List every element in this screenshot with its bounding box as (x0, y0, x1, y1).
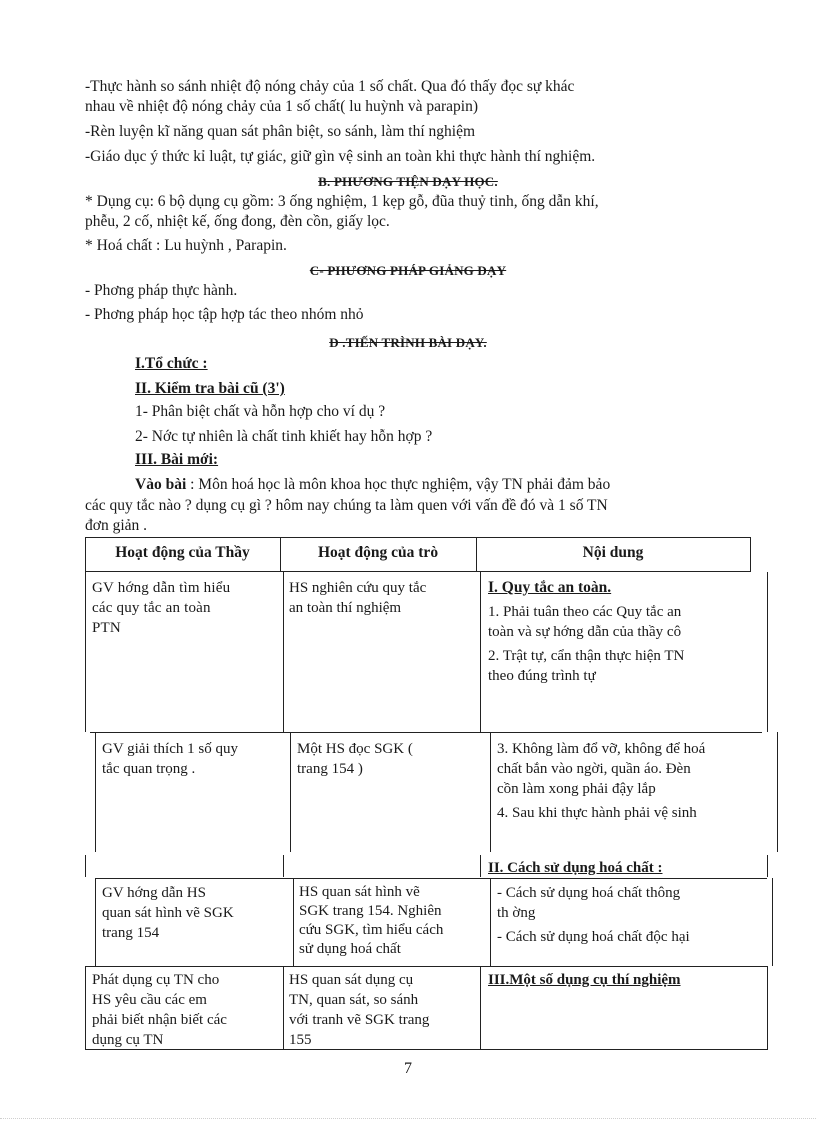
table-rule (95, 732, 96, 852)
table-rule (95, 878, 767, 879)
r1-teacher-line: GV hớng dẫn tìm hiểu (92, 580, 231, 596)
r3-content (497, 883, 771, 947)
r4-student (289, 970, 478, 1050)
section-b-line-2: phễu, 2 cố, nhiệt kế, ống đong, đèn cồn, giấy lọc. (85, 213, 390, 230)
intro-text: : Môn hoá học là môn khoa học thực nghiệm, vậy TN phải đảm bảo (186, 476, 611, 493)
table-rule (90, 732, 762, 733)
section-b-line-3: * Hoá chất : Lu huỳnh , Parapin. (85, 237, 287, 254)
r2-teacher (102, 739, 287, 779)
r3-student (299, 883, 489, 959)
r4-student-line: TN, quan sát, so sánh (289, 992, 419, 1008)
r2-content-line: cồn làm xong phải đậy lắp (497, 781, 656, 797)
r1-content-line: toàn và sự hớng dẫn của thầy cô (488, 624, 682, 640)
r3-teacher-line: GV hớng dẫn HS (102, 885, 206, 901)
table-rule (85, 966, 86, 1050)
r4-teacher-line: HS yêu cầu các em (92, 992, 207, 1008)
section-b-title: B. PHƯƠNG TIỆN DẠY HỌC. (318, 174, 498, 189)
organization-heading: I.Tổ chức : (135, 355, 208, 372)
r1-student-line: an toàn thí nghiệm (289, 600, 402, 616)
intro-paragraph-line-3: đơn giản . (85, 517, 148, 534)
new-lesson-heading: III. Bài mới: (135, 451, 219, 468)
intro-line-4: -Giáo dục ý thức kỉ luật, tự giác, giữ gìn vệ sinh an toàn khi thực hành thí nghiệm. (85, 148, 596, 165)
check-old-lesson-heading: II. Kiểm tra bài cũ (3') (135, 380, 285, 397)
r3-teacher-line: trang 154 (102, 925, 160, 941)
table-rule (283, 572, 284, 732)
r4-teacher-line: Phát dụng cụ TN cho (92, 972, 220, 988)
table-rule (490, 732, 491, 852)
table-rule (480, 855, 481, 877)
r1-content-title: I. Quy tắc an toàn. (488, 579, 612, 596)
table-rule (95, 878, 96, 966)
r1-content-line: 2. Trật tự, cẩn thận thực hiện TN (488, 648, 685, 664)
table-rule (85, 572, 86, 732)
r3-content-line: th ờng (497, 905, 536, 921)
r3-teacher (102, 883, 290, 943)
r1-teacher (92, 578, 278, 638)
r1-student (289, 578, 477, 618)
r2-content-line: 4. Sau khi thực hành phải vệ sinh (497, 805, 697, 821)
page-number: 7 (404, 1060, 412, 1077)
table-rule (85, 855, 86, 877)
table-rule (767, 855, 768, 877)
table-rule (772, 878, 773, 966)
header-student: Hoạt động của trò (317, 544, 439, 561)
table-rule (85, 537, 751, 538)
r3-content-line: - Cách sử dụng hoá chất độc hại (497, 929, 690, 945)
table-rule (283, 966, 284, 1050)
intro-label: Vào bài (135, 476, 187, 493)
r1-content-line: theo đúng trình tự (488, 668, 596, 684)
r3-teacher-line: quan sát hình vẽ SGK (102, 905, 234, 921)
table-rule (85, 571, 751, 572)
r4-student-line: HS quan sát dụng cụ (289, 972, 414, 988)
r1-content (488, 578, 763, 686)
r2-student-line: Một HS đọc SGK ( (297, 741, 413, 757)
intro-line-1: -Thực hành so sánh nhiệt độ nóng chảy của 1 số chất. Qua đó thấy đọc sự khác (85, 78, 575, 95)
table-rule (283, 855, 284, 877)
table-rule (767, 572, 768, 732)
intro-paragraph-line-2: các quy tắc nào ? dụng cụ gì ? hôm nay chúng ta làm quen với vấn đề đó và 1 số TN (85, 497, 608, 514)
r3-content-title: II. Cách sử dụng hoá chất : (488, 860, 663, 876)
r2-content-line: chất bắn vào ngời, quần áo. Đèn (497, 761, 691, 777)
section-d-title: D .TIẾN TRÌNH BÀI DẠY. (329, 335, 487, 350)
r3-student-line: SGK trang 154. Nghiên (299, 903, 442, 919)
r2-student (297, 739, 487, 779)
r2-teacher-line: tắc quan trọng . (102, 761, 196, 777)
r1-content-line: 1. Phải tuân theo các Quy tắc an (488, 604, 682, 620)
r3-student-line: sử dụng hoá chất (299, 941, 401, 957)
r3-content-line: - Cách sử dụng hoá chất thông (497, 885, 681, 901)
intro-line-3: -Rèn luyện kĩ năng quan sát phân biệt, so sánh, làm thí nghiệm (85, 123, 476, 140)
r2-student-line: trang 154 ) (297, 761, 363, 777)
r4-teacher (92, 970, 280, 1050)
r4-student-line: với tranh vẽ SGK trang (289, 1012, 430, 1028)
r4-content-title: III.Một số dụng cụ thí nghiệm (488, 972, 681, 988)
question-2: 2- Nớc tự nhiên là chất tinh khiết hay hỗn hợp ? (135, 428, 433, 445)
r2-teacher-line: GV giải thích 1 số quy (102, 741, 238, 757)
table-rule (290, 732, 291, 852)
section-b-line-1: * Dụng cụ: 6 bộ dụng cụ gồm: 3 ống nghiệm, 1 kẹp gỗ, đũa thuỷ tinh, ống dẫn khí, (85, 193, 599, 210)
table-rule (777, 732, 778, 852)
page-bottom-edge (0, 1118, 816, 1119)
r1-teacher-line: các quy tắc an toàn (92, 600, 211, 616)
table-rule (767, 966, 768, 1050)
section-c-line-2: - Phơng pháp học tập hợp tác theo nhóm nhỏ (85, 306, 364, 323)
table-rule (480, 572, 481, 732)
r4-teacher-line: phải biết nhận biết các (92, 1012, 227, 1028)
r4-student-line: 155 (289, 1032, 312, 1048)
section-c-line-1: - Phơng pháp thực hành. (85, 282, 238, 299)
section-c-title: C- PHƯƠNG PHÁP GIẢNG DẠY (309, 263, 507, 278)
r1-teacher-line: PTN (92, 620, 121, 636)
question-1: 1- Phân biệt chất và hỗn hợp cho ví dụ ? (135, 403, 386, 420)
r4-teacher-line: dụng cụ TN (92, 1032, 164, 1048)
table-rule (85, 966, 768, 967)
r2-content (497, 739, 775, 823)
intro-line-2: nhau về nhiệt độ nóng chảy của 1 số chất( lu huỳnh và parapin) (85, 98, 478, 115)
r3-student-line: HS quan sát hình vẽ (299, 884, 420, 900)
r1-student-line: HS nghiên cứu quy tắc (289, 580, 427, 596)
intro-paragraph-line-1 (135, 476, 610, 494)
table-rule (293, 878, 294, 966)
header-content: Nội dung (582, 544, 644, 561)
table-rule (490, 878, 491, 966)
table-rule (480, 966, 481, 1050)
table-rule (750, 537, 751, 572)
header-teacher: Hoạt động của Thầy (115, 544, 250, 561)
r3-student-line: cứu SGK, tìm hiểu cách (299, 922, 444, 938)
r2-content-line: 3. Không làm đổ vỡ, không để hoá (497, 741, 706, 757)
